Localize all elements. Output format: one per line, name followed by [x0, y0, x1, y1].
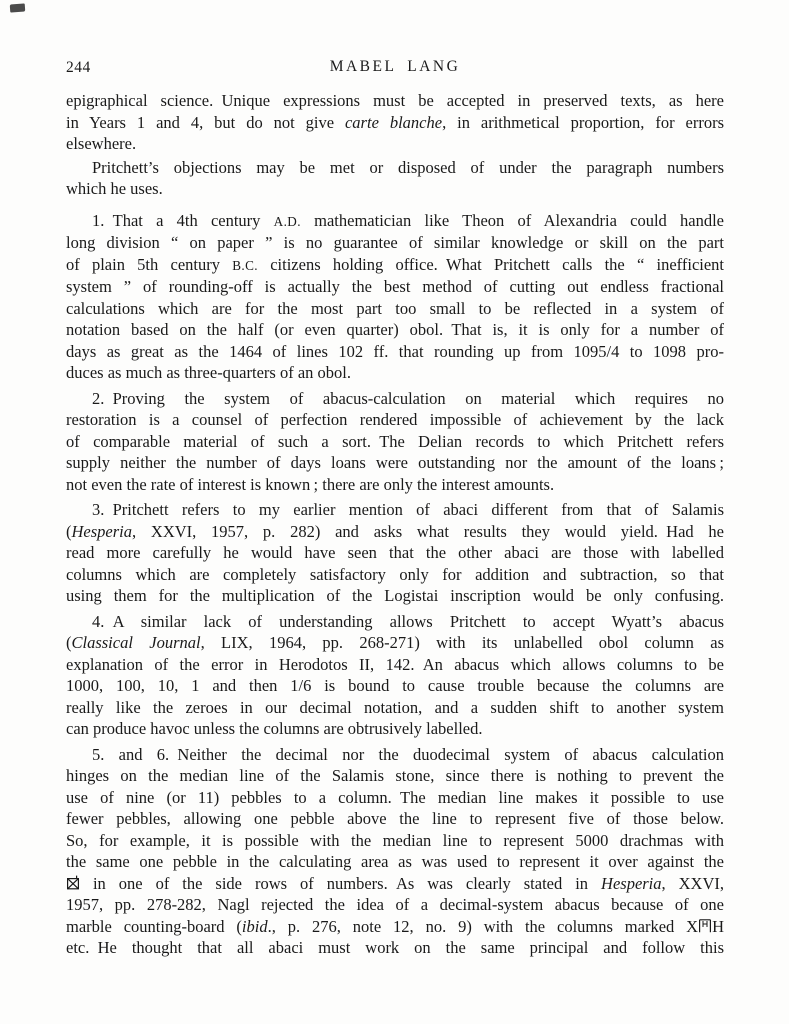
text-segment: , XXVI,: [661, 873, 724, 893]
text-segment: duces as much as three-quarters of an obol.: [66, 363, 351, 382]
text-segment: 3. Pritchett refers to my earlier mention of abaci different from that of Salamis: [92, 500, 724, 519]
page-number: 244: [66, 59, 91, 76]
text-segment: days as great as the 1464 of lines 102 ff. that rounding up from 1095/4 to 1098 pro-: [66, 341, 724, 361]
text-segment: hinges on the median line of the Salamis stone, since there is nothing to prevent the: [66, 766, 724, 785]
text-segment: 1. That a 4th century: [92, 210, 274, 230]
text-segment: Hesperia: [601, 873, 662, 893]
text-segment: marble counting-board (: [66, 916, 242, 936]
text-line: [66, 611, 724, 633]
text-segment: fewer pebbles, allowing one pebble above the line to represent five of those below.: [66, 809, 724, 828]
text-segment: of plain 5th century: [66, 254, 233, 274]
text-segment: notation based on the half (or even quarter) obol. That is, it is only for a number of: [66, 320, 724, 339]
text-line: [66, 499, 724, 521]
text-segment: B.C.: [232, 257, 258, 273]
text-segment: mathematician like Theon of Alexandria could handle: [300, 210, 724, 230]
text-line: [66, 697, 724, 719]
text-segment: 1000, 100, 10, 1 and then 1/6 is bound to cause trouble because the columns are: [66, 676, 724, 695]
text-line: [66, 632, 724, 654]
text-line: [66, 431, 724, 453]
text-line: [66, 718, 724, 740]
text-segment: read more carefully he would have seen that the other abaci are those with labelled: [66, 543, 724, 562]
text-segment: 2. Proving the system of abacus-calculation on material which requires no: [92, 388, 724, 408]
text-line: [66, 319, 724, 341]
running-head-author: MABEL LANG: [329, 58, 461, 75]
text-segment: supply neither the number of days loans were outstanding nor the amount of the loans ;: [66, 453, 724, 472]
text-segment: not even the rate of interest is known ; there are only the interest amounts.: [66, 474, 555, 494]
text-segment: calculations which are for the most part too small to be reflected in a system of: [66, 298, 724, 318]
text-line: [66, 873, 724, 895]
text-line: [66, 409, 724, 431]
paragraph-item-4: [66, 611, 724, 740]
text-segment: etc. He thought that all abaci must work on the same principal and follow this: [66, 938, 724, 957]
paragraph-item-2: [66, 388, 724, 496]
paragraph-item-5-6: [66, 744, 724, 959]
text-line: [66, 474, 724, 496]
text-segment: , XXVI, 1957, p. 282) and asks what results they would yield. Had he: [132, 521, 724, 541]
text-segment: 4. A similar lack of understanding allows Pritchett to accept Wyatt’s abacus: [92, 611, 724, 631]
text-segment: Η: [712, 916, 725, 936]
text-line: [66, 675, 724, 697]
text-segment: (: [66, 521, 72, 541]
text-segment: A.D.: [273, 213, 301, 229]
text-segment: system ” of rounding-off is actually the best method of cutting out endless fractional: [66, 277, 724, 296]
text-segment: columns which are completely satisfactory only for addition and subtraction, so that: [66, 564, 724, 584]
text-line: [66, 916, 724, 938]
text-segment: use of nine (or 11) pebbles to a column. The median line makes it possible to use: [66, 787, 724, 807]
text-line: [66, 808, 724, 830]
text-line: [66, 564, 724, 586]
text-segment: elsewhere.: [66, 134, 137, 153]
acrophonic-500-symbol: [698, 917, 712, 936]
text-segment: can produce havoc unless the columns are obtrusively labelled.: [66, 719, 483, 738]
text-segment: the same one pebble in the calculating area as was used to represent it over against the: [66, 852, 724, 871]
acrophonic-5000-symbol: [66, 874, 80, 893]
text-segment: ., p. 276, note 12, no. 9) with the columns marked Χ: [267, 916, 699, 936]
paragraph-item-3: [66, 499, 724, 607]
text-line: [66, 894, 724, 916]
text-line: [66, 765, 724, 787]
text-line: [66, 298, 724, 320]
text-segment: citizens holding office. What Pritchett calls the “ inefficient: [258, 254, 725, 274]
text-line: [66, 362, 724, 384]
text-block: [66, 90, 724, 959]
page-header: [66, 58, 724, 80]
text-segment: restoration is a counsel of perfection rendered impossible of achievement by the lack: [66, 410, 724, 429]
text-segment: epigraphical science. Unique expressions must be accepted in preserved texts, as here: [66, 91, 724, 110]
text-segment: , LIX, 1964, pp. 268-271) with its unlabelled obol column as: [200, 633, 724, 652]
text-segment: explanation of the error in Herodotos II, 142. An abacus which allows columns to be: [66, 654, 724, 674]
text-segment: in Years 1 and 4, but do not give: [66, 112, 345, 132]
text-line: [66, 851, 724, 873]
text-segment: , in arithmetical proportion, for errors: [442, 112, 724, 132]
text-segment: (: [66, 633, 72, 652]
text-segment: carte blanche: [344, 112, 443, 132]
text-line: [66, 157, 724, 179]
text-line: [66, 787, 724, 809]
scan-artifact-mark: [10, 3, 26, 12]
text-segment: 5. and 6. Neither the decimal nor the duodecimal system of abacus calculation: [92, 744, 724, 764]
paragraph-objections-intro: [66, 157, 724, 200]
text-line: [66, 521, 724, 543]
text-line: [66, 133, 724, 155]
text-segment: really like the zeroes in our decimal notation, and a sudden shift to another system: [66, 697, 724, 717]
paragraph-item-1: [66, 210, 724, 384]
text-segment: which he uses.: [66, 179, 163, 198]
text-line: [66, 830, 724, 852]
text-line: [66, 585, 724, 607]
text-line: [66, 937, 724, 959]
text-line: [66, 276, 724, 298]
text-line: [66, 744, 724, 766]
text-line: [66, 90, 724, 112]
text-line: [66, 341, 724, 363]
text-line: [66, 388, 724, 410]
text-line: [66, 112, 724, 134]
text-line: [66, 654, 724, 676]
text-segment: ibid: [241, 916, 268, 936]
text-line: [66, 452, 724, 474]
text-line: [66, 254, 724, 277]
text-line: [66, 542, 724, 564]
text-segment: of comparable material of such a sort. The Delian records to which Pritchett refers: [66, 431, 724, 451]
text-segment: long division “ on paper ” is no guarantee of similar knowledge or skill on the part: [66, 233, 724, 252]
text-segment: Hesperia: [71, 521, 132, 541]
text-segment: 1957, pp. 278-282, Nagl rejected the idea of a decimal-system abacus because of one: [66, 895, 724, 914]
paragraph-continuation: [66, 90, 724, 155]
text-segment: So, for example, it is possible with the median line to represent 5000 drachmas with: [66, 830, 724, 850]
text-line: [66, 178, 724, 200]
text-segment: in one of the side rows of numbers. As was clearly stated in: [80, 873, 602, 893]
text-segment: using them for the multiplication of the Logistai inscription would be only confusing.: [66, 586, 724, 605]
text-segment: Classical Journal: [71, 633, 201, 652]
text-line: [66, 210, 724, 233]
text-segment: Pritchett’s objections may be met or disposed of under the paragraph numbers: [92, 157, 724, 177]
text-line: [66, 232, 724, 254]
